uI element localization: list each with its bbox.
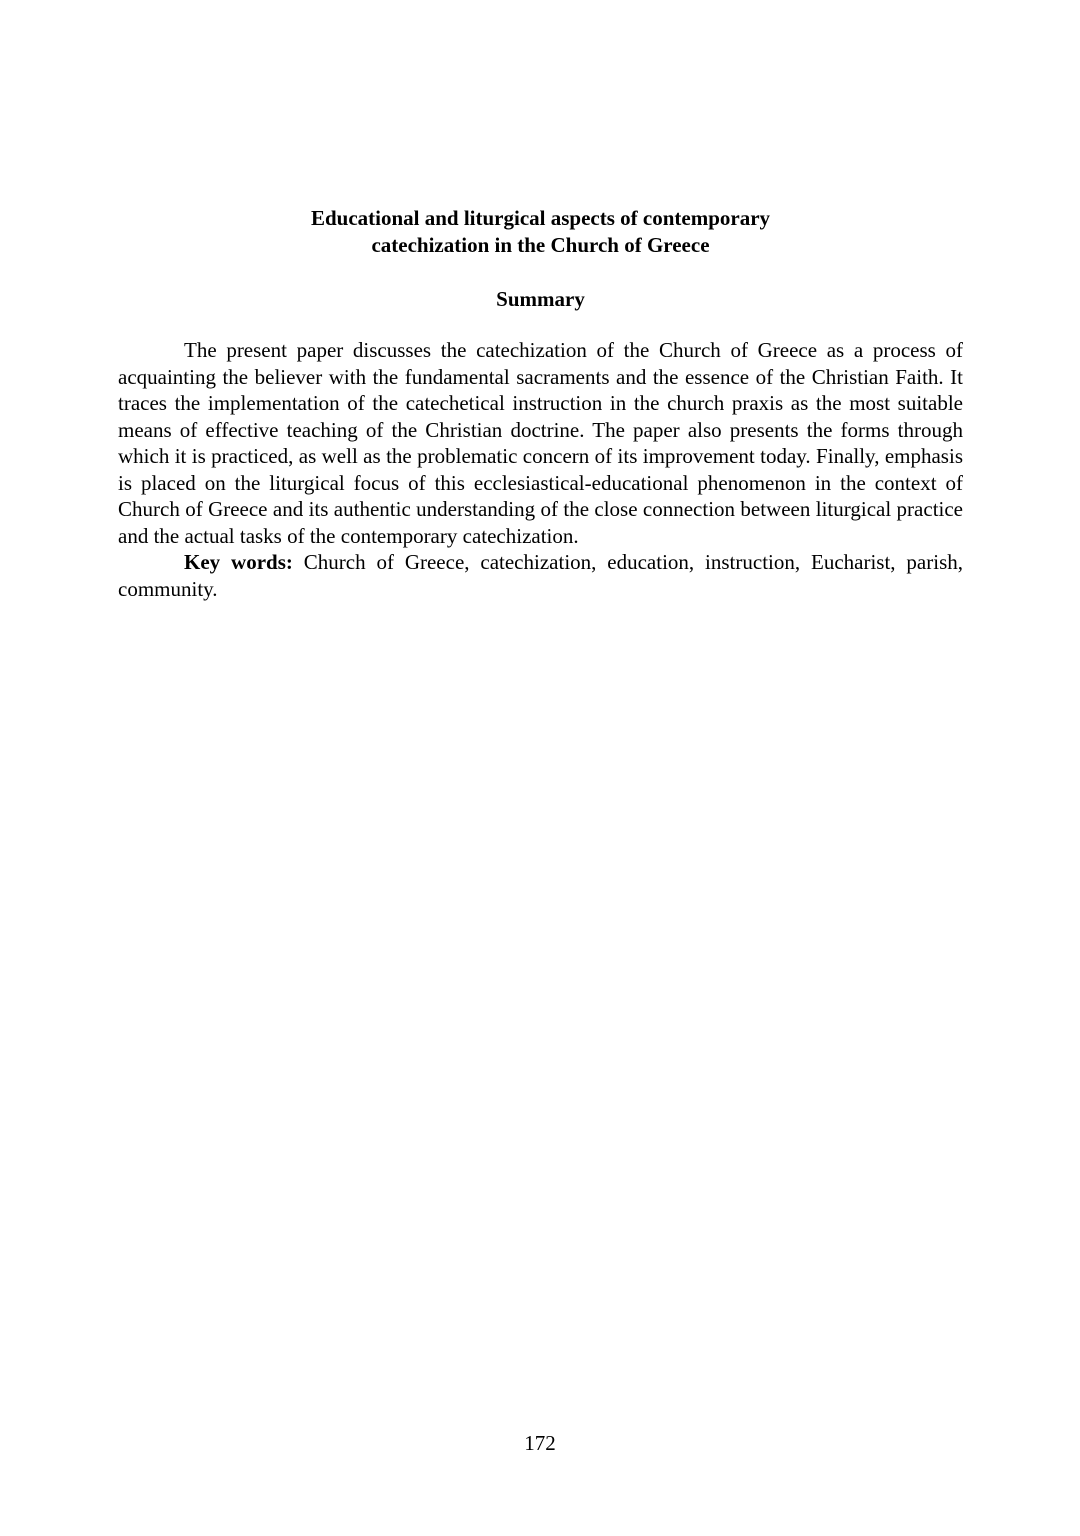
paper-title-line-1: Educational and liturgical aspects of contemporary	[310, 206, 771, 230]
paper-title-line-2: catechization in the Church of Greece	[371, 233, 710, 257]
keywords-label: Key words:	[184, 550, 293, 574]
summary-body	[118, 337, 963, 602]
summary-paragraph: The present paper discusses the catechization of the Church of Greece as a process of acquainting the believer with the fundamental sacraments and the essence of the Christian Faith. It traces the implementation of the catechetical instruction in the church praxis as the most suitable means of effective teaching of the Christian doctrine. The paper also presents the forms through which it is practiced, as well as the problematic concern of its improvement today. Finally, emphasis is placed on the liturgical focus of this ecclesiastical-educational phenomenon in the context of Church of Greece and its authentic understanding of the close connection between liturgical practice and the actual tasks of the contemporary catechization.	[118, 338, 963, 548]
keywords-paragraph	[118, 549, 963, 602]
paper-title	[118, 205, 963, 259]
summary-heading: Summary	[496, 287, 585, 311]
keywords-list: Church of Greece, catechization, education, instruction, Eucharist, parish, community.	[118, 550, 963, 601]
page-number: 172	[524, 1431, 556, 1455]
